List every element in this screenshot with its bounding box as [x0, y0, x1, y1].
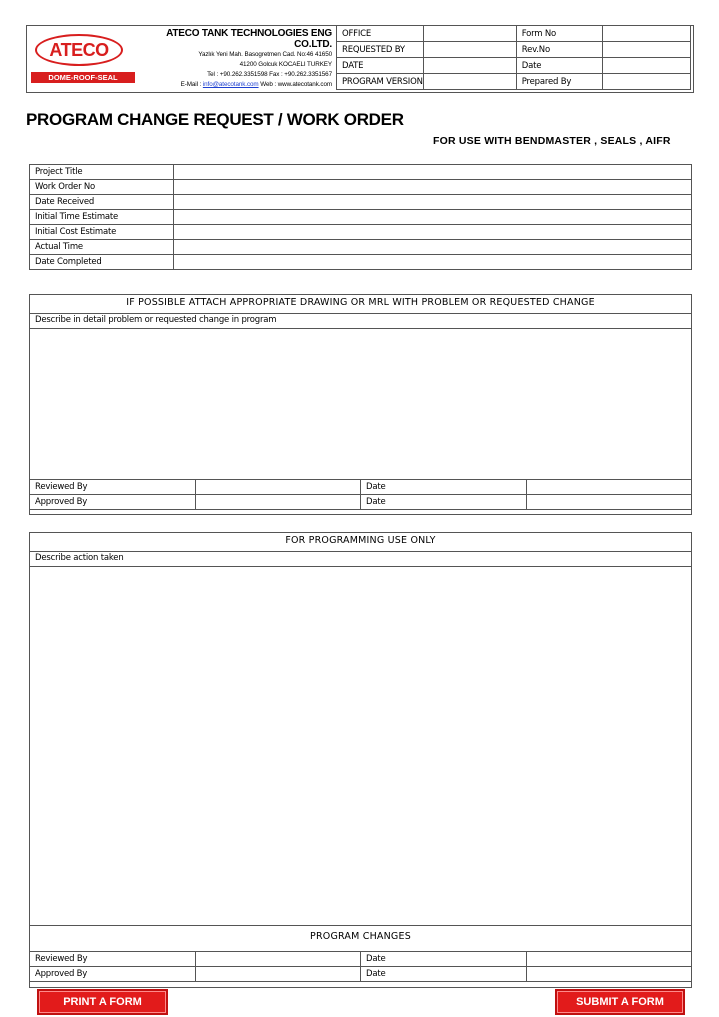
table-row — [30, 240, 692, 255]
field-label: Date — [516, 58, 602, 74]
reviewed-by-label: Reviewed By — [30, 952, 196, 967]
table-row — [337, 74, 691, 90]
info-label: Work Order No — [30, 180, 174, 195]
table-row — [337, 42, 691, 58]
action-description-area[interactable] — [30, 567, 691, 925]
field-value[interactable] — [602, 42, 690, 58]
approved-by-field[interactable] — [195, 495, 361, 510]
field-label: Rev.No — [516, 42, 602, 58]
table-row — [30, 495, 692, 510]
form-title: PROGRAM CHANGE REQUEST / WORK ORDER — [26, 110, 404, 129]
date-field[interactable] — [526, 967, 692, 982]
section-title: FOR PROGRAMMING USE ONLY — [285, 535, 436, 546]
form-header — [26, 25, 694, 93]
form-subtitle: FOR USE WITH BENDMASTER , SEALS , AIFR — [433, 135, 671, 147]
project-info-table — [29, 164, 692, 270]
table-row — [30, 165, 692, 180]
logo-oval — [35, 34, 123, 66]
reviewed-by-field[interactable] — [195, 480, 361, 495]
company-info — [137, 28, 332, 90]
date-label: Date — [361, 967, 527, 982]
info-label: Initial Cost Estimate — [30, 225, 174, 240]
programming-section — [29, 532, 692, 988]
divider — [30, 551, 691, 552]
info-value[interactable] — [174, 210, 692, 225]
date-field[interactable] — [526, 480, 692, 495]
email-link[interactable]: info@atecotank.com — [202, 81, 259, 88]
info-label: Date Completed — [30, 255, 174, 270]
field-label: OFFICE — [337, 26, 424, 42]
table-row — [30, 195, 692, 210]
divider — [30, 925, 691, 926]
contact-line — [137, 80, 332, 90]
table-row — [30, 225, 692, 240]
problem-description-area[interactable] — [30, 329, 691, 479]
info-value[interactable] — [174, 180, 692, 195]
signoff-table — [29, 951, 692, 982]
address-line-1: Yazlık Yeni Mah. Basogretmen Cad. No:46 41650 — [198, 51, 332, 58]
field-value[interactable] — [423, 42, 516, 58]
table-row — [30, 180, 692, 195]
info-label: Date Received — [30, 195, 174, 210]
table-row — [30, 255, 692, 270]
info-label: Project Title — [30, 165, 174, 180]
field-value[interactable] — [602, 58, 690, 74]
field-label: REQUESTED BY — [337, 42, 424, 58]
info-label: Initial Time Estimate — [30, 210, 174, 225]
field-label: Prepared By — [516, 74, 602, 90]
email-prefix: E-Mail : — [180, 81, 203, 88]
info-value[interactable] — [174, 195, 692, 210]
date-field[interactable] — [526, 952, 692, 967]
table-row — [30, 967, 692, 982]
field-label: PROGRAM VERSION — [337, 74, 424, 90]
date-label: Date — [361, 495, 527, 510]
field-value[interactable] — [602, 74, 690, 90]
web-address: Web : www.atecotank.com — [258, 81, 332, 88]
company-logo — [31, 32, 135, 82]
signoff-table — [29, 479, 692, 510]
info-value[interactable] — [174, 240, 692, 255]
info-label: Actual Time — [30, 240, 174, 255]
date-field[interactable] — [526, 495, 692, 510]
field-value[interactable] — [423, 74, 516, 90]
change-request-section — [29, 294, 692, 515]
submit-form-button[interactable]: SUBMIT A FORM — [555, 989, 685, 1015]
logo-tagline: DOME-ROOF-SEAL — [31, 72, 135, 83]
reviewed-by-label: Reviewed By — [30, 480, 196, 495]
approved-by-label: Approved By — [30, 495, 196, 510]
print-form-button[interactable]: PRINT A FORM — [37, 989, 168, 1015]
company-name: ATECO TANK TECHNOLOGIES ENG CO.LTD. — [166, 28, 332, 50]
info-value[interactable] — [174, 255, 692, 270]
section-title: IF POSSIBLE ATTACH APPROPRIATE DRAWING OR MRL WITH PROBLEM OR REQUESTED CHANGE — [126, 297, 595, 308]
date-label: Date — [361, 952, 527, 967]
field-value[interactable] — [602, 26, 690, 42]
info-value[interactable] — [174, 225, 692, 240]
table-row — [337, 58, 691, 74]
approved-by-field[interactable] — [195, 967, 361, 982]
table-row — [337, 26, 691, 42]
address-line-2: 41200 Golcuk KOCAELI TURKEY — [239, 61, 332, 68]
table-row — [30, 952, 692, 967]
field-label: Form No — [516, 26, 602, 42]
describe-label: Describe in detail problem or requested change in program — [35, 315, 277, 325]
divider — [30, 313, 691, 314]
describe-label: Describe action taken — [35, 553, 124, 563]
table-row — [30, 210, 692, 225]
phone-line: Tel : +90.262.3351598 Fax : +90.262.3351567 — [207, 71, 332, 78]
program-changes-title: PROGRAM CHANGES — [310, 931, 411, 942]
header-fields-table — [336, 25, 691, 90]
date-label: Date — [361, 480, 527, 495]
field-value[interactable] — [423, 26, 516, 42]
approved-by-label: Approved By — [30, 967, 196, 982]
info-value[interactable] — [174, 165, 692, 180]
logo-text: ATECO — [49, 39, 109, 60]
field-value[interactable] — [423, 58, 516, 74]
field-label: DATE — [337, 58, 424, 74]
reviewed-by-field[interactable] — [195, 952, 361, 967]
table-row — [30, 480, 692, 495]
